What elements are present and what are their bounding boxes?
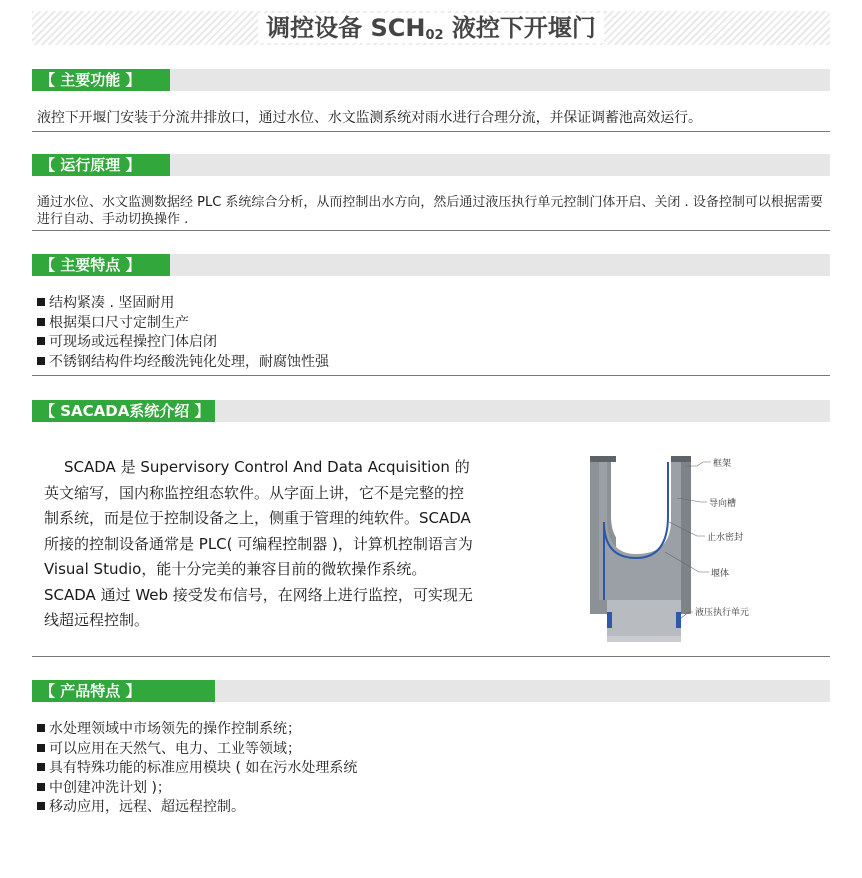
bullet-square-icon xyxy=(37,763,45,771)
section-header-function xyxy=(32,69,830,91)
frame-top-cap xyxy=(590,456,616,462)
list-item: 水处理领域中市场领先的操作控制系统； xyxy=(37,720,357,740)
bullet-square-icon xyxy=(37,724,45,732)
actuator-right xyxy=(676,612,681,628)
product-list xyxy=(37,720,357,818)
section-heading: 【 主要功能 】 xyxy=(32,69,170,91)
gate-opening xyxy=(611,462,667,548)
section-heading: 【 产品特点 】 xyxy=(32,680,215,702)
features-list xyxy=(37,294,329,372)
bullet-square-icon xyxy=(37,337,45,345)
list-item: 不锈钢结构件均经酸洗钝化处理，耐腐蚀性强 xyxy=(37,353,329,373)
label-seal: 止水密封 xyxy=(707,533,744,543)
list-item: 结构紧凑 . 坚固耐用 xyxy=(37,294,329,314)
label-guide: 导向槽 xyxy=(709,499,737,509)
section-header-product xyxy=(32,680,830,702)
divider xyxy=(32,131,830,132)
section-heading: 【 运行原理 】 xyxy=(32,154,170,176)
bullet-square-icon xyxy=(37,802,45,810)
section-header-principle xyxy=(32,154,830,176)
section-heading: 【 SACADA系统介绍 】 xyxy=(32,400,215,422)
bullet-square-icon xyxy=(37,318,45,326)
list-item: 中创建冲洗计划 )； xyxy=(37,779,357,799)
bullet-square-icon xyxy=(37,357,45,365)
label-actuator: 液压执行单元 xyxy=(695,608,750,618)
divider xyxy=(32,230,830,231)
function-text: 液控下开堰门安装于分流井排放口，通过水位、水文监测系统对雨水进行合理分流，并保证调蓄池高效运行。 xyxy=(37,110,702,126)
gate-diagram xyxy=(585,452,765,648)
section-header-scada xyxy=(32,400,830,422)
label-frame: 框架 xyxy=(713,459,732,469)
bullet-square-icon xyxy=(37,783,45,791)
label-gate: 堰体 xyxy=(711,569,730,579)
list-item: 根据渠口尺寸定制生产 xyxy=(37,314,329,334)
divider xyxy=(32,656,830,657)
actuator-left xyxy=(607,612,612,628)
bullet-square-icon xyxy=(37,744,45,752)
gate-bottom xyxy=(607,636,681,642)
list-item: 具有特殊功能的标准应用模块 ( 如在污水处理系统 xyxy=(37,759,357,779)
scada-text: SCADA 是 Supervisory Control And Data Acquisition 的英文缩写，国内称监控组态软件。从字面上讲，它不是完整的控制系统，而是位于控制设备之上，侧重于管理的纯软件。SCADA 所接的控制设备通常是 PLC( 可编程控制器 )，计算机控制语言为 Visual Studio，能十分完美的兼容目前的微软操作系统。SCADA 通过 Web 接受发布信号，在网络上进行监控，可实现无线超远程控制。 xyxy=(44,458,473,629)
section-header-features xyxy=(32,254,830,276)
bullet-square-icon xyxy=(37,298,45,306)
principle-text: 通过水位、水文监测数据经 PLC 系统综合分析，从而控制出水方向，然后通过液压执行单元控制门体开启、关闭 . 设备控制可以根据需要进行自动、手动切换操作 . xyxy=(37,195,823,227)
list-item: 移动应用，远程、超远程控制。 xyxy=(37,798,357,818)
page-title: 调控设备 $SCH_{02}$ 液控下开堰门 xyxy=(258,13,604,43)
frame-top-cap xyxy=(671,456,691,462)
list-item: 可现场或远程操控门体启闭 xyxy=(37,333,329,353)
section-heading: 【 主要特点 】 xyxy=(32,254,170,276)
title-banner xyxy=(32,11,830,45)
list-item: 可以应用在天然气、电力、工业等领域； xyxy=(37,740,357,760)
divider xyxy=(32,375,830,376)
gate-lower-block xyxy=(607,600,681,636)
